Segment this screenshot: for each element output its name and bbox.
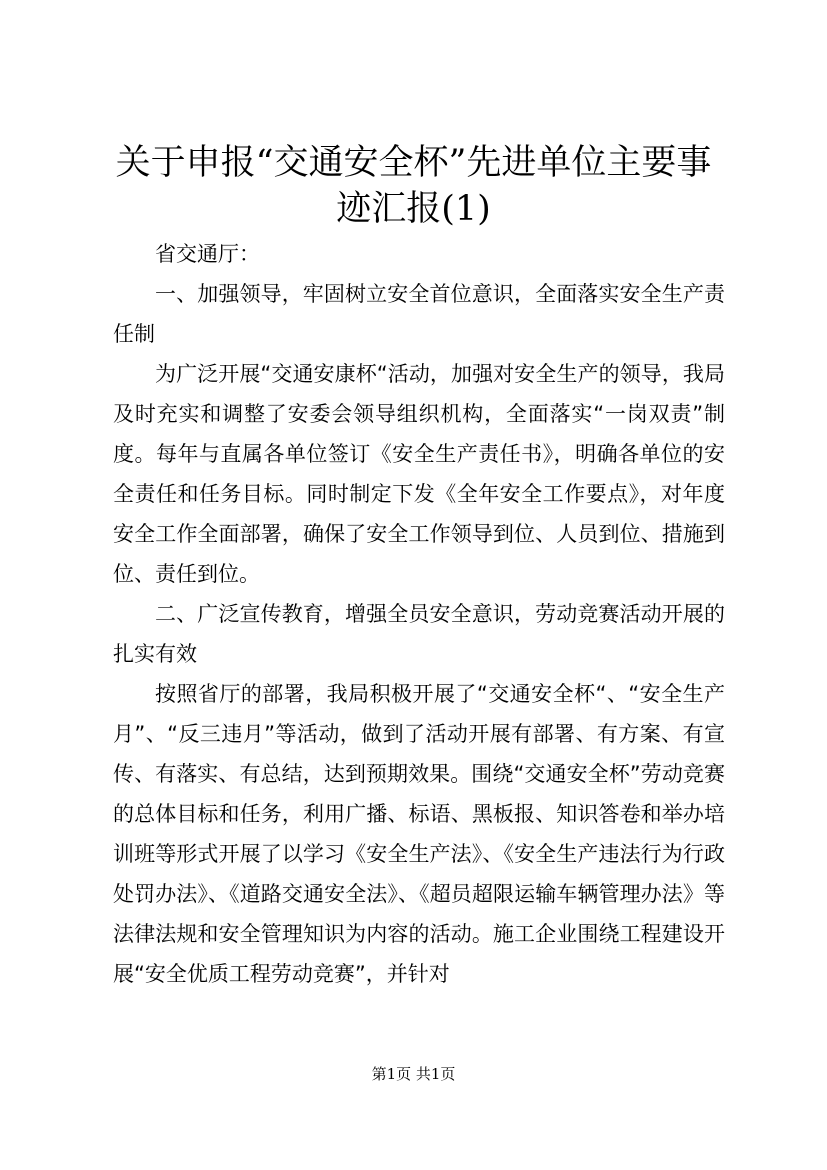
section-heading-1: 一、加强领导，牢固树立安全首位意识，全面落实安全生产责任制 [113,282,725,346]
document-title: 关于申报“交通安全杯”先进单位主要事迹汇报(1) [115,143,712,229]
page-footer: 第1页 共1页 [371,1065,456,1083]
document-body [113,234,725,994]
paragraph-2: 按照省厅的部署，我局积极开展了“交通安全杯“、“安全生产月”、“反三违月”等活动，做到了活动开展有部署、有方案、有宣传、有落实、有总结，达到预期效果。围绕“交通安全杯”劳动竞赛的总体目标和任务，利用广播、标语、黑板报、知识答卷和举办培训班等形式开展了以学习《安全生产法》、《安全生产违法行为行政处罚办法》、《道路交通安全法》、《超员超限运输车辆管理办法》等法律法规和安全管理知识为内容的活动。施工企业围绕工程建设开展“安全优质工程劳动竞赛”，并针对 [113,682,725,986]
salutation: 省交通厅： [155,242,260,266]
paragraph-1: 为广泛开展“交通安康杯“活动，加强对安全生产的领导，我局及时充实和调整了安委会领导组织机构，全面落实“一岗双责”制度。每年与直属各单位签订《安全生产责任书》，明确各单位的安全责任和任务目标。同时制定下发《全年安全工作要点》，对年度安全工作全面部署，确保了安全工作领导到位、人员到位、措施到位、责任到位。 [113,362,725,586]
section-heading-2: 二、广泛宣传教育，增强全员安全意识，劳动竞赛活动开展的扎实有效 [113,602,725,666]
